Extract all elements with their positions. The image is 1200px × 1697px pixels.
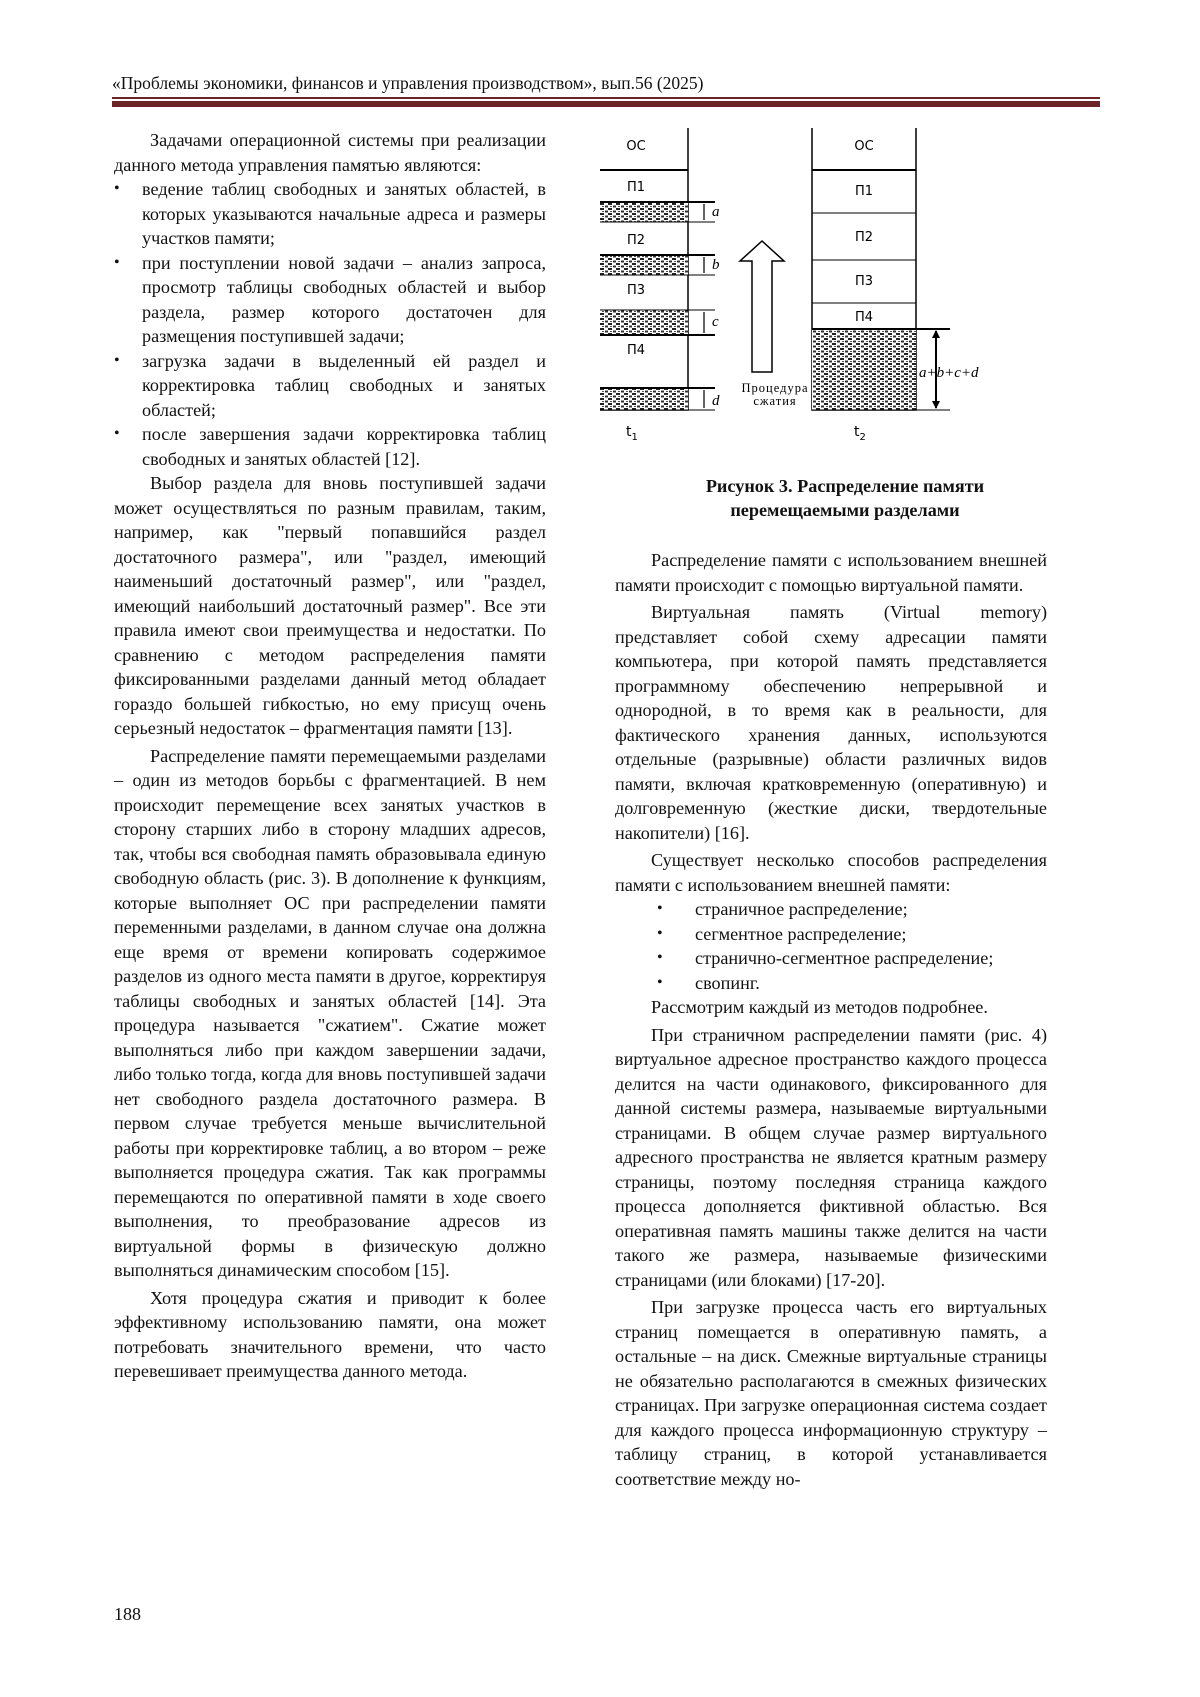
gap-label-a: a xyxy=(712,204,720,220)
intro-paragraph: Задачами операционной системы при реализации данного метода управления памятью являются: xyxy=(114,130,546,175)
left-column xyxy=(114,128,546,1384)
paragraph-consider-methods: Рассмотрим каждый из методов подробнее. xyxy=(651,997,988,1017)
running-header: «Проблемы экономики, финансов и управления производством», вып.56 (2025) xyxy=(112,73,704,93)
caption-line-2: перемещаемыми разделами xyxy=(730,500,960,520)
time-label-t1: $t_1$ xyxy=(626,424,638,443)
paragraph-page-loading: При загрузке процесса часть его виртуальных страниц помещается в оперативную память, а остальные – на диск. Смежные виртуальные страницы не обязательно располагаются в смежных физических страницах. При загрузке операционная система создает для каждого процесса информационную структуру – таблицу страниц, в которой устанавливается соответствие между но- xyxy=(615,1297,1047,1489)
page-number: 188 xyxy=(114,1604,141,1624)
list-item: • при поступлении новой задачи – анализ запроса, просмотр таблицы свободных областей и выбор раздела, размер которого достаточен для размещения поступившей задачи; xyxy=(114,251,546,349)
block-os-t1: ОС xyxy=(626,139,646,154)
block-p4-t1: П4 xyxy=(626,343,646,358)
gap-label-b: b xyxy=(712,257,720,273)
compaction-arrow-icon xyxy=(740,241,809,408)
list-item: • ведение таблиц свободных и занятых областей, в которых указываются начальные адреса и размеры участков памяти; xyxy=(114,177,546,251)
paragraph-paging: При страничном распределении памяти (рис. 4) виртуальное адресное пространство каждого процесса делится на части одинакового, фиксированного для данной системы размера, называемые виртуальными страницами. В общем случае размер виртуального адресного пространства не является кратным размеру страницы, поэтому последняя страница каждого процесса дополняется фиктивной областью. Вся оперативная память машины также делится на части такого же размера, называемые физическими страницами (или блоками) [17-20]. xyxy=(615,1024,1047,1290)
paragraph-compaction-cost: Хотя процедура сжатия и приводит к более эффективному использованию памяти, она может потребовать значительного времени, что часто перевешивает преимущества данного метода. xyxy=(114,1287,546,1381)
block-p2-t1: П2 xyxy=(626,233,646,248)
methods-list xyxy=(615,897,1047,995)
list-item: • загрузка задачи в выделенный ей раздел и корректировка таблиц свободных и занятых областей; xyxy=(114,349,546,423)
block-p3-t2: П3 xyxy=(854,274,874,289)
memory-stack-t1 xyxy=(600,128,720,443)
header-rule-thick xyxy=(112,101,1100,107)
time-label-t2: $t_2$ xyxy=(854,424,866,443)
paragraph-relocatable-partitions: Распределение памяти перемещаемыми разделами – один из методов борьбы с фрагментацией. В нем происходит перемещение всех занятых участков в сторону старших либо в сторону младших адресов, так, чтобы вся свободная память образовывала единую свободную область (рис. 3). В дополнение к функциям, которые выполняет ОС при распределении памяти переменными разделами, в данном случае она должна еще время от времени копировать содержимое разделов из одного места памяти в другое, корректируя таблицы свободных и занятых областей [14]. Эта процедура называется "сжатием". Сжатие может выполняться либо при каждом завершении задачи, либо только тогда, когда для вновь поступившей задачи нет свободного раздела достаточного размера. В первом случае требуется меньше вычислительной работы при корректировке таблиц, а во втором – реже выполняется процедура сжатия. Так как программы перемещаются по оперативной памяти в ходе своего выполнения, то преобразование адресов из виртуальной формы в физическую должно выполняться динамическим способом [15]. xyxy=(114,745,546,1280)
paragraph-virtual-memory: Виртуальная память (Virtual memory) представляет собой схему адресации памяти компьютера, при которой память представляется программному обеспечению непрерывной и однородной, в то время как в реальности, для фактического хранения данных, используются отдельные (разрывные) области различных видов памяти, включая кратковременную (оперативную) и долговременную (жесткие диски, твердотельные накопители) [16]. xyxy=(615,602,1047,843)
figure-caption xyxy=(615,474,1075,522)
arrow-label-line2: сжатия xyxy=(753,394,797,408)
block-p2-t2: П2 xyxy=(854,230,874,245)
caption-line-1: Рисунок 3. Распределение памяти xyxy=(705,476,985,496)
list-item: • свопинг. xyxy=(615,971,1047,996)
paragraph-external-memory: Распределение памяти с использованием внешней памяти происходит с помощью виртуальной памяти. xyxy=(615,550,1047,595)
os-tasks-list xyxy=(114,177,546,471)
block-p3-t1: П3 xyxy=(626,283,646,298)
gap-label-d: d xyxy=(712,393,720,409)
block-os-t2: ОС xyxy=(854,139,874,154)
block-p1-t1: П1 xyxy=(626,180,646,195)
paragraph-methods-intro: Существует несколько способов распределения памяти с использованием внешней памяти: xyxy=(615,850,1047,895)
list-item: • сегментное распределение; xyxy=(615,922,1047,947)
gap-label-c: c xyxy=(712,314,719,330)
header-rule-thin xyxy=(112,97,1100,99)
block-p1-t2: П1 xyxy=(854,184,874,199)
block-p4-t2: П4 xyxy=(854,310,874,325)
arrow-label-line1: Процедура xyxy=(741,381,809,395)
memory-diagram xyxy=(600,128,1060,468)
header-rule xyxy=(112,97,1100,107)
list-item: • странично-сегментное распределение; xyxy=(615,946,1047,971)
free-area-label: a+b+c+d xyxy=(919,365,979,381)
list-item: • после завершения задачи корректировка таблиц свободных и занятых областей [12]. xyxy=(114,422,546,471)
right-column xyxy=(615,548,1047,1491)
list-item: • страничное распределение; xyxy=(615,897,1047,922)
memory-stack-t2 xyxy=(812,128,979,443)
paragraph-partition-choice: Выбор раздела для вновь поступившей задачи может осуществляться по разным правилам, таким, например, как "первый попавшийся раздел достаточного размера", или "раздел, имеющий наименьший достаточный размер", или "раздел, имеющий наибольший достаточный размер". Все эти правила имеют свои преимущества и недостатки. По сравнению с методом распределения памяти фиксированными разделами данный метод обладает гораздо большей гибкостью, но ему присущ очень серьезный недостаток – фрагментация памяти [13]. xyxy=(114,473,546,738)
